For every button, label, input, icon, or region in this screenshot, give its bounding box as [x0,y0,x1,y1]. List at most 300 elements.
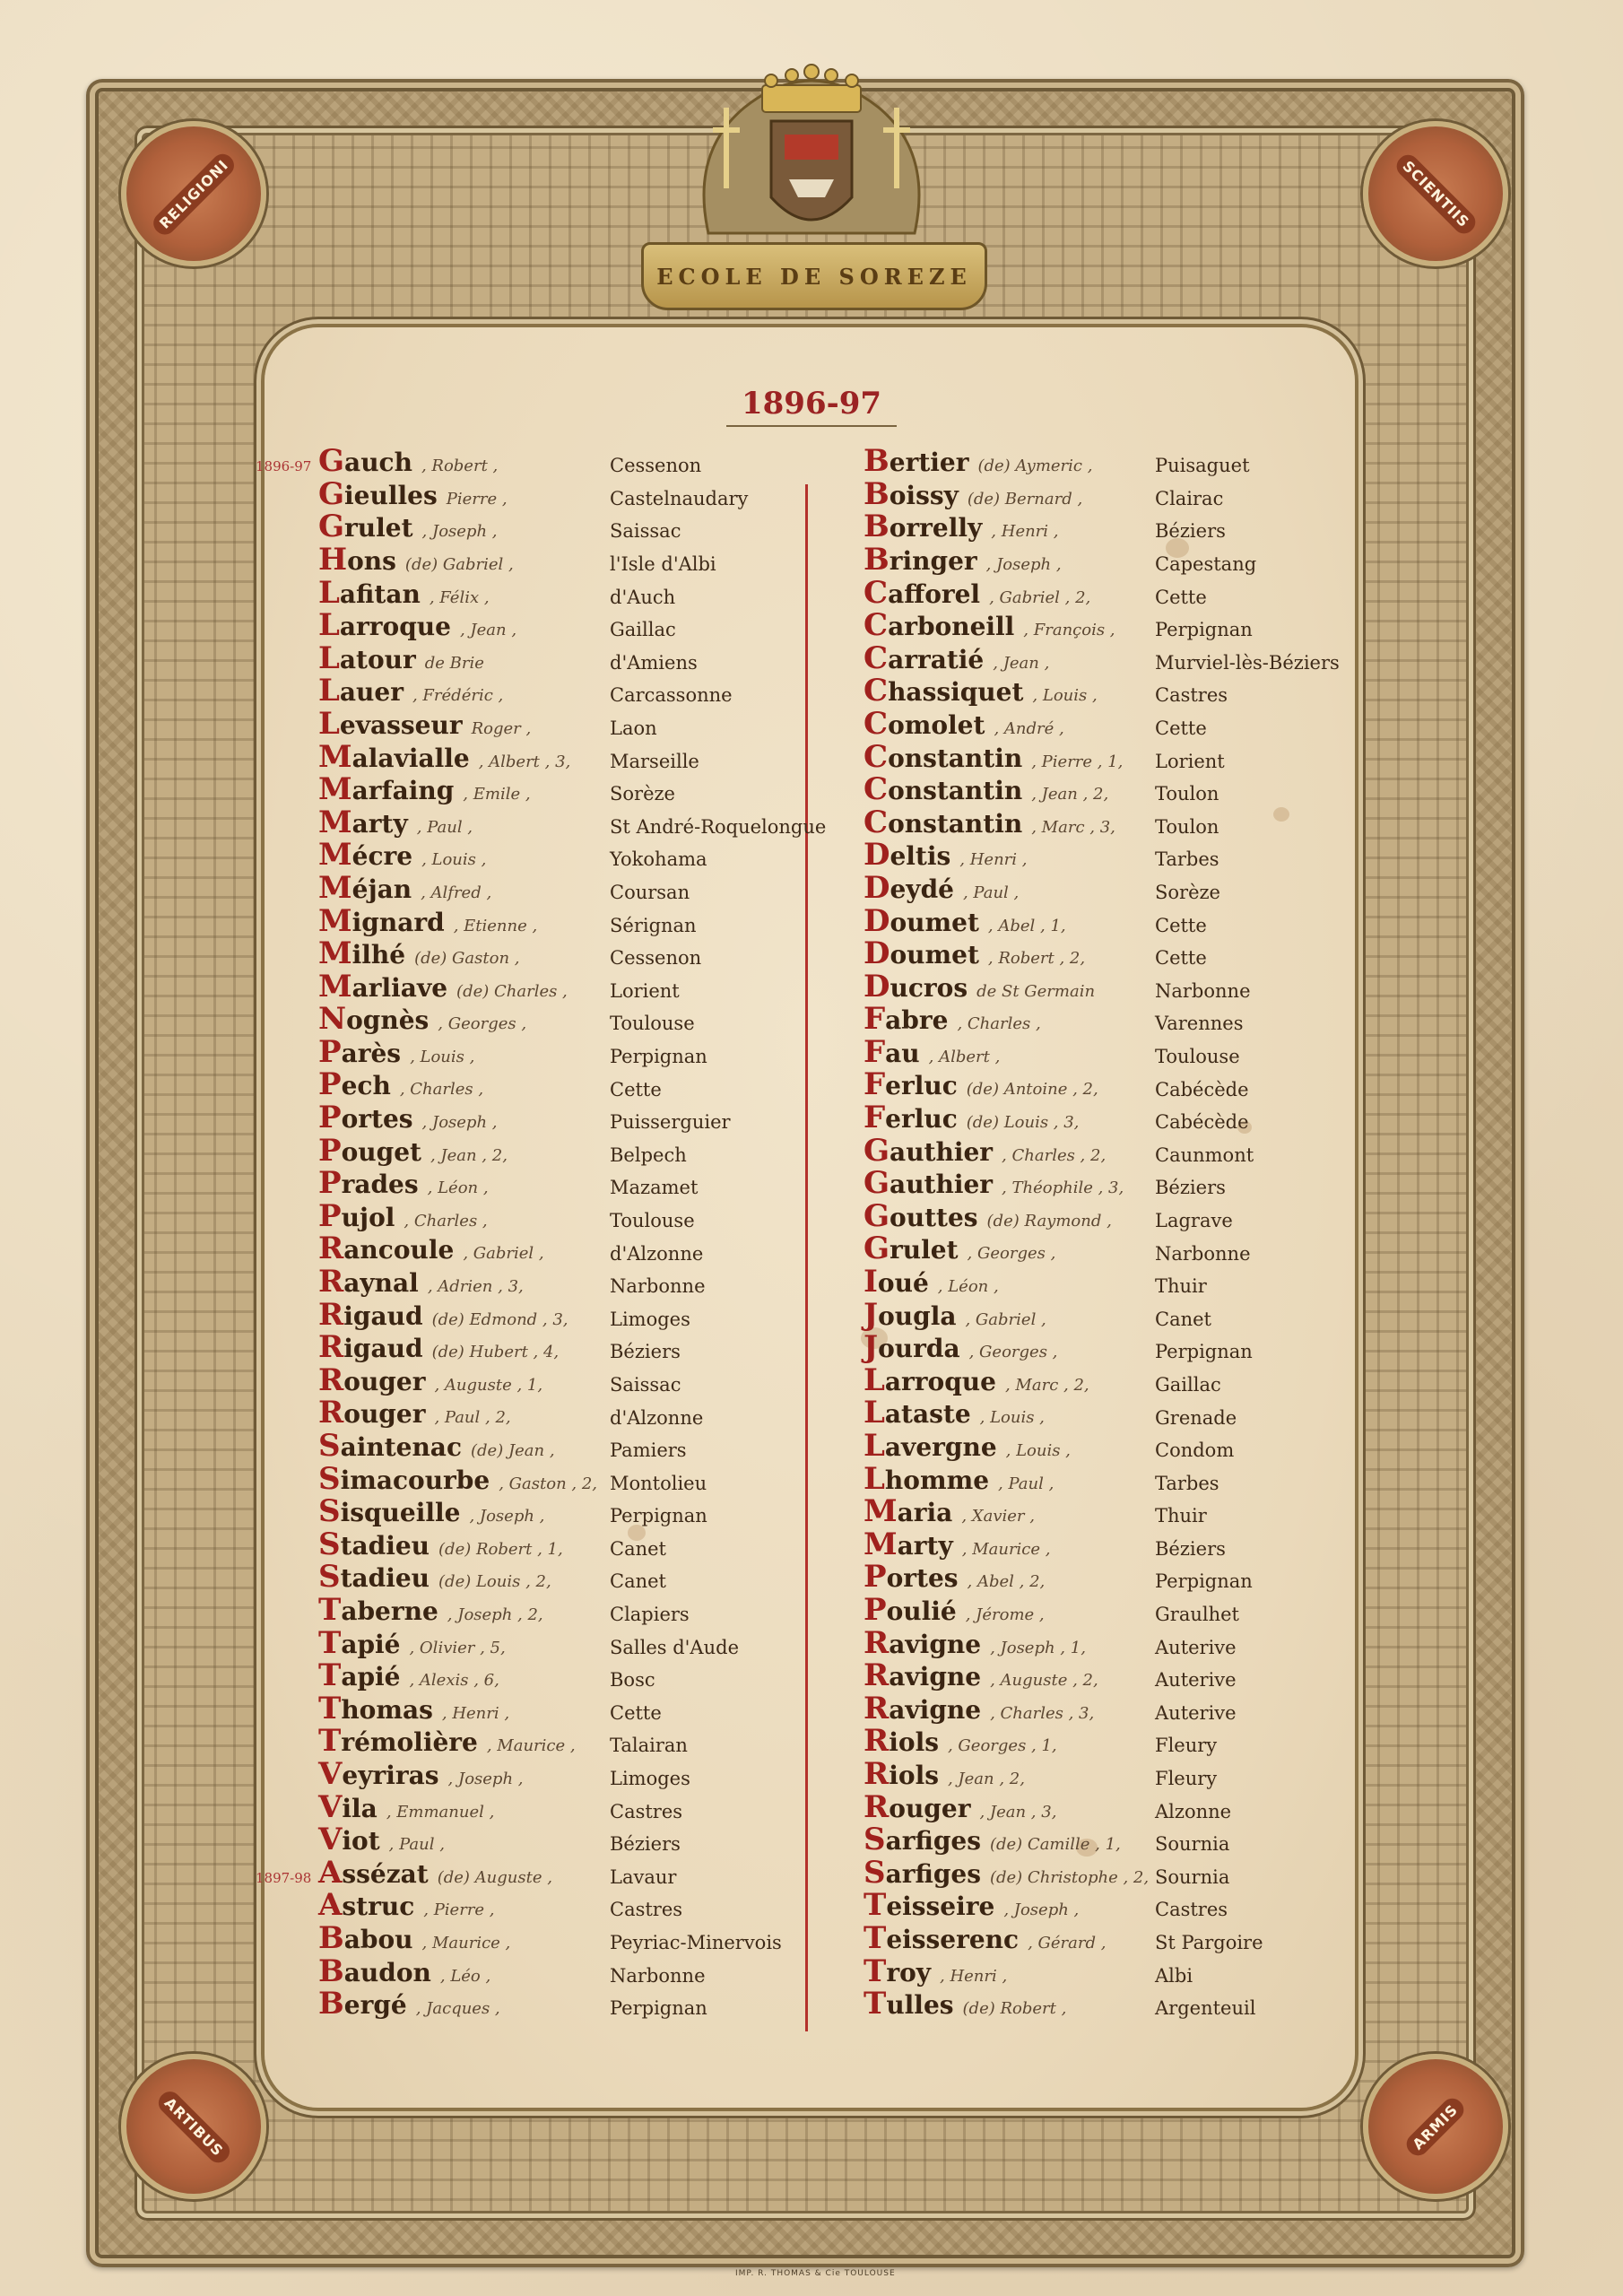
first-name: (de) Aymeric , [977,457,1093,476]
first-name: , Emmanuel , [386,1802,495,1822]
surname: Malavialle [318,738,470,775]
surname: Sarfiges [864,1822,981,1858]
surname: Portes [864,1559,959,1596]
student-name [864,902,1066,939]
surname: Maria [864,1493,953,1530]
student-name [864,1887,1080,1924]
first-name: , Gabriel , 2, [989,587,1091,607]
first-name: , Auguste , 1, [434,1375,543,1395]
hometown: Cabécède [1155,1111,1249,1134]
surname: Riols [864,1723,939,1760]
student-name [864,1264,999,1300]
hometown: Cessenon [610,947,702,970]
surname: Prades [318,1165,419,1202]
student-name [864,1822,1121,1858]
first-name: (de) Antoine , 2, [966,1080,1098,1100]
surname: Carboneill [864,607,1015,644]
student-name [864,1854,1150,1891]
first-name: , Olivier , 5, [409,1638,506,1657]
student-name [318,1591,543,1628]
hometown: Pamiers [610,1439,687,1462]
student-name [318,509,498,545]
hometown: St André-Roquelongue [610,815,827,838]
student-name [864,475,1083,512]
student-name [318,1428,555,1465]
hometown: Castelnaudary [610,487,749,509]
hometown: Cessenon [610,455,702,477]
hometown: Auterive [1155,1701,1237,1724]
first-name: , Henri , [959,850,1028,870]
surname: Cafforel [864,574,981,611]
hometown: Laon [610,718,657,740]
student-name [318,1854,552,1891]
corner-medallion-scientiis [1363,121,1508,266]
surname: Poulié [864,1591,957,1628]
hometown: Limoges [610,1768,690,1790]
first-name: , Maurice , [486,1736,576,1756]
surname: Jougla [864,1296,957,1333]
surname: Constantin [864,738,1023,775]
student-name [864,1952,1008,1989]
surname: Nognès [318,1001,430,1038]
year-heading: 1896-97 [726,386,897,427]
first-name: , Jean , [459,621,517,640]
surname: Vila [318,1788,378,1825]
first-name: (de) Jean , [471,1441,555,1461]
hometown: Murviel-lès-Béziers [1155,651,1340,674]
student-name [318,1690,510,1726]
hometown: Gaillac [1155,1373,1221,1396]
surname: Tulles [864,1986,954,2022]
hometown: Saissac [610,520,681,543]
first-name: , Albert , 3, [478,752,571,771]
surname: Sarfiges [864,1854,981,1891]
surname: Ravigne [864,1624,982,1661]
school-banner [641,242,987,310]
first-name: , Henri , [991,522,1059,542]
first-name: (de) Robert , [962,1999,1067,2019]
student-name [318,738,571,775]
first-name: , Léo , [439,1966,491,1986]
first-name: , Félix , [429,587,490,607]
first-name: (de) Charles , [456,981,568,1001]
student-name [864,837,1028,874]
surname: Thomas [318,1690,433,1726]
first-name: , Jean , [993,653,1050,673]
surname: Larroque [864,1361,996,1398]
student-name [864,705,1064,742]
student-name [318,1066,484,1103]
surname: Pech [318,1066,391,1103]
student-name [318,1624,506,1661]
first-name: , Joseph , 2, [447,1605,543,1624]
hometown: d'Amiens [610,651,698,674]
student-name [864,509,1059,545]
student-name [318,902,538,939]
hometown: Tarbes [1155,848,1219,871]
student-name [318,1033,475,1070]
surname: Gauthier [864,1132,994,1169]
student-name [864,607,1115,644]
first-name: , Charles , [957,1014,1041,1034]
first-name: , Abel , 1, [987,916,1066,935]
hometown: Thuir [1155,1275,1207,1298]
hometown: Castres [1155,1899,1228,1921]
corner-label: SCIENTIIS [1392,150,1480,238]
hometown: Toulouse [1155,1045,1240,1067]
hometown: Coursan [610,882,690,904]
hometown: Graulhet [1155,1604,1239,1626]
hometown: Béziers [1155,1177,1226,1199]
student-name [864,1001,1041,1038]
hometown: d'Alzonne [610,1242,704,1265]
hometown: Fleury [1155,1768,1218,1790]
first-name: , Paul , [416,817,473,837]
stain [1273,807,1289,822]
hometown: Puisaguet [1155,455,1250,477]
student-name [864,1986,1067,2022]
hometown: Cette [1155,947,1207,970]
student-name [864,738,1124,775]
first-name: , Joseph , [447,1769,524,1788]
student-name [318,1264,524,1300]
hometown: Cette [1155,914,1207,936]
hometown: Perpignan [610,1045,707,1067]
surname: Gieulles [318,475,438,512]
first-name: , Joseph , [421,1113,498,1133]
surname: Comolet [864,705,985,742]
surname: Chassiquet [864,673,1024,709]
student-name [864,1428,1071,1465]
student-name [864,574,1091,611]
surname: Ferluc [864,1066,958,1103]
student-name [318,1001,527,1038]
hometown: Caunmont [1155,1144,1254,1166]
first-name: , Paul , [998,1474,1055,1493]
hometown: Béziers [1155,1537,1226,1560]
surname: Viot [318,1822,380,1858]
surname: Tapié [318,1657,401,1694]
surname: Fau [864,1033,920,1070]
corner-medallion-artibus [121,2054,266,2199]
surname: Ravigne [864,1690,982,1726]
first-name: , Georges , [438,1014,527,1034]
first-name: , Paul , [962,883,1020,902]
surname: Gauthier [864,1165,994,1202]
student-name [864,1329,1058,1366]
first-name: (de) Auguste , [437,1867,552,1887]
hometown: Narbonne [610,1964,706,1987]
first-name: Roger , [471,718,532,738]
student-name [864,1066,1098,1103]
student-name [318,705,532,742]
student-name [318,804,473,840]
hometown: Tarbes [1155,1472,1219,1494]
surname: Rigaud [318,1329,423,1366]
surname: Teisseire [864,1887,995,1924]
corner-label: RELIGIONI [149,149,239,239]
surname: Portes [318,1100,413,1136]
surname: Marty [318,804,408,840]
hometown: Albi [1155,1964,1193,1987]
hometown: Grenade [1155,1406,1237,1429]
student-name [864,1197,1112,1234]
first-name: (de) Hubert , 4, [431,1343,560,1362]
hometown: Béziers [610,1833,681,1856]
hometown: Saissac [610,1373,681,1396]
surname: Hons [318,541,396,578]
hometown: Narbonne [1155,979,1251,1002]
hometown: Narbonne [1155,1242,1251,1265]
surname: Babou [318,1919,413,1956]
column-divider [805,484,808,2031]
hometown: d'Alzonne [610,1406,704,1429]
student-name [864,804,1115,840]
hometown: Varennes [1155,1013,1244,1035]
first-name: , Jean , 2, [430,1145,508,1165]
hometown: St Pargoire [1155,1932,1263,1954]
first-name: , Alfred , [421,883,492,902]
surname: Taberne [318,1591,438,1628]
first-name: , Jean , 2, [1031,785,1109,804]
first-name: , Joseph , [1003,1900,1080,1920]
first-name: (de) Camille , 1, [989,1835,1121,1855]
first-name: , Frédéric , [412,686,504,706]
hometown: Perpignan [1155,1570,1253,1593]
student-name [864,935,1086,972]
first-name: , Jérome , [965,1605,1045,1624]
corner-label: ARMIS [1402,2093,1469,2160]
first-name: , Gabriel , [463,1244,544,1264]
first-name: , Albert , [928,1047,1001,1066]
student-name [318,1657,499,1694]
surname: Grulet [318,509,413,545]
hometown: Béziers [1155,520,1226,543]
year-mark: 1896-97 [256,458,312,474]
hometown: Clairac [1155,487,1224,509]
hometown: Toulon [1155,815,1219,838]
student-name [864,1624,1086,1661]
student-name [318,541,514,578]
hometown: Bosc [610,1669,655,1692]
hometown: Perpignan [1155,1341,1253,1363]
student-name [864,639,1050,676]
hometown: Lagrave [1155,1209,1233,1231]
surname: Baudon [318,1952,431,1989]
hometown: Lorient [610,979,680,1002]
surname: Pouget [318,1132,421,1169]
surname: Lhomme [864,1460,990,1497]
school-title: ECOLE DE SOREZE [656,263,972,290]
hometown: Sournia [1155,1833,1230,1856]
student-name [864,1526,1051,1562]
student-name [864,1591,1045,1628]
first-name: , André , [994,718,1064,738]
corner-label: ARTIBUS [154,2087,234,2167]
student-name [864,1100,1080,1136]
surname: Tapié [318,1624,401,1661]
first-name: , Louis , [1005,1441,1071,1461]
first-name: , Maurice , [421,1933,511,1952]
first-name: (de) Louis , 2, [438,1572,551,1592]
student-name [318,1887,495,1924]
student-name [318,771,531,808]
student-name [864,869,1020,906]
first-name: Pierre , [446,489,508,509]
hometown: Fleury [1155,1735,1218,1757]
surname: Ducros [864,968,968,1004]
first-name: , Emile , [463,785,531,804]
first-name: , Georges , [968,1343,1058,1362]
student-name [318,1526,563,1562]
student-name [318,869,492,906]
surname: Latour [318,639,416,676]
surname: Méjan [318,869,412,906]
first-name: , Abel , 2, [967,1572,1046,1592]
surname: Astruc [318,1887,415,1924]
surname: Simacourbe [318,1460,490,1497]
hometown: Cette [1155,586,1207,608]
hometown: Perpignan [1155,619,1253,641]
surname: Lataste [864,1395,971,1431]
student-name [318,1132,508,1169]
student-name [864,1755,1025,1792]
hometown: Castres [610,1899,683,1921]
first-name: , Charles , 3, [990,1703,1095,1723]
first-name: , Robert , 2, [987,949,1086,969]
hometown: Toulouse [610,1013,695,1035]
first-name: , Gabriel , [965,1309,1046,1329]
hometown: Cette [1155,718,1207,740]
surname: Ferluc [864,1100,958,1136]
hometown: Carcassonne [610,684,733,707]
student-name [318,673,504,709]
hometown: Belpech [610,1144,687,1166]
hometown: Gaillac [610,619,676,641]
surname: Boissy [864,475,959,512]
hometown: Mazamet [610,1177,699,1199]
first-name: , Léon , [427,1178,489,1198]
surname: Lavergne [864,1428,997,1465]
student-name [864,673,1098,709]
student-name [318,1559,551,1596]
surname: Doumet [864,902,979,939]
student-name [318,1493,545,1530]
surname: Troy [864,1952,932,1989]
hometown: Cette [610,1701,662,1724]
surname: Bergé [318,1986,407,2022]
surname: Parès [318,1033,402,1070]
student-name [864,1296,1046,1333]
first-name: (de) Christophe , 2, [989,1867,1150,1887]
hometown: Canet [610,1570,666,1593]
hometown: Sorèze [610,783,675,805]
first-name: , Jacques , [415,1999,500,2019]
student-name [864,443,1093,480]
surname: Riols [864,1755,939,1792]
surname: Ioué [864,1264,929,1300]
surname: Mignard [318,902,445,939]
hometown: Talairan [610,1735,688,1757]
surname: Constantin [864,771,1023,808]
student-name [864,1723,1057,1760]
hometown: d'Auch [610,586,676,608]
student-name [864,1231,1056,1267]
hometown: Toulouse [610,1209,695,1231]
surname: Levasseur [318,705,463,742]
student-name [864,1919,1107,1956]
student-name [318,475,508,512]
student-name [864,771,1109,808]
first-name: , Théophile , 3, [1002,1178,1124,1198]
first-name: , Jean , 3, [979,1802,1057,1822]
surname: Mécre [318,837,413,874]
first-name: (de) Louis , 3, [966,1113,1080,1133]
first-name: , Etienne , [453,916,538,935]
first-name: , Charles , [399,1080,484,1100]
surname: Rancoule [318,1231,455,1267]
student-name [318,1100,498,1136]
hometown: Canet [610,1537,666,1560]
surname: Lafitan [318,574,421,611]
first-name: , Gaston , 2, [499,1474,597,1493]
surname: Deydé [864,869,954,906]
student-name [318,935,520,972]
first-name: , Henri , [441,1703,510,1723]
hometown: Lorient [1155,750,1225,772]
surname: Doumet [864,935,979,972]
student-name [864,1493,1035,1530]
hometown: Auterive [1155,1669,1237,1692]
first-name: de Brie [424,653,484,673]
first-name: , Xavier , [961,1507,1035,1526]
first-name: (de) Bernard , [967,489,1083,509]
hometown: Sorèze [1155,882,1220,904]
surname: Stadieu [318,1526,430,1562]
surname: Fabre [864,1001,949,1038]
student-name [318,837,487,874]
surname: Bertier [864,443,969,480]
student-name [318,1788,495,1825]
student-name [864,1361,1089,1398]
student-name [864,541,1062,578]
first-name: , Adrien , 3, [427,1277,524,1297]
first-name: , Georges , [967,1244,1056,1264]
surname: Pujol [318,1197,395,1234]
student-name [864,1657,1098,1694]
surname: Marliave [318,968,448,1004]
surname: Saintenac [318,1428,462,1465]
first-name: , Auguste , 2, [990,1671,1098,1691]
surname: Grulet [864,1231,959,1267]
surname: Constantin [864,804,1023,840]
first-name: (de) Gaston , [414,949,520,969]
first-name: , Gérard , [1028,1933,1107,1952]
surname: Trémolière [318,1723,478,1760]
surname: Rouger [318,1395,426,1431]
surname: Gauch [318,443,412,480]
student-name [318,1395,511,1431]
first-name: , Louis , [979,1408,1045,1428]
first-name: , Joseph , 1, [990,1638,1086,1657]
hometown: Canet [1155,1308,1211,1330]
hometown: Sournia [1155,1866,1230,1888]
first-name: , Charles , [404,1211,488,1231]
hometown: Perpignan [610,1997,707,2020]
first-name: , Louis , [410,1047,475,1066]
student-name [864,1788,1057,1825]
student-name [318,1197,488,1234]
